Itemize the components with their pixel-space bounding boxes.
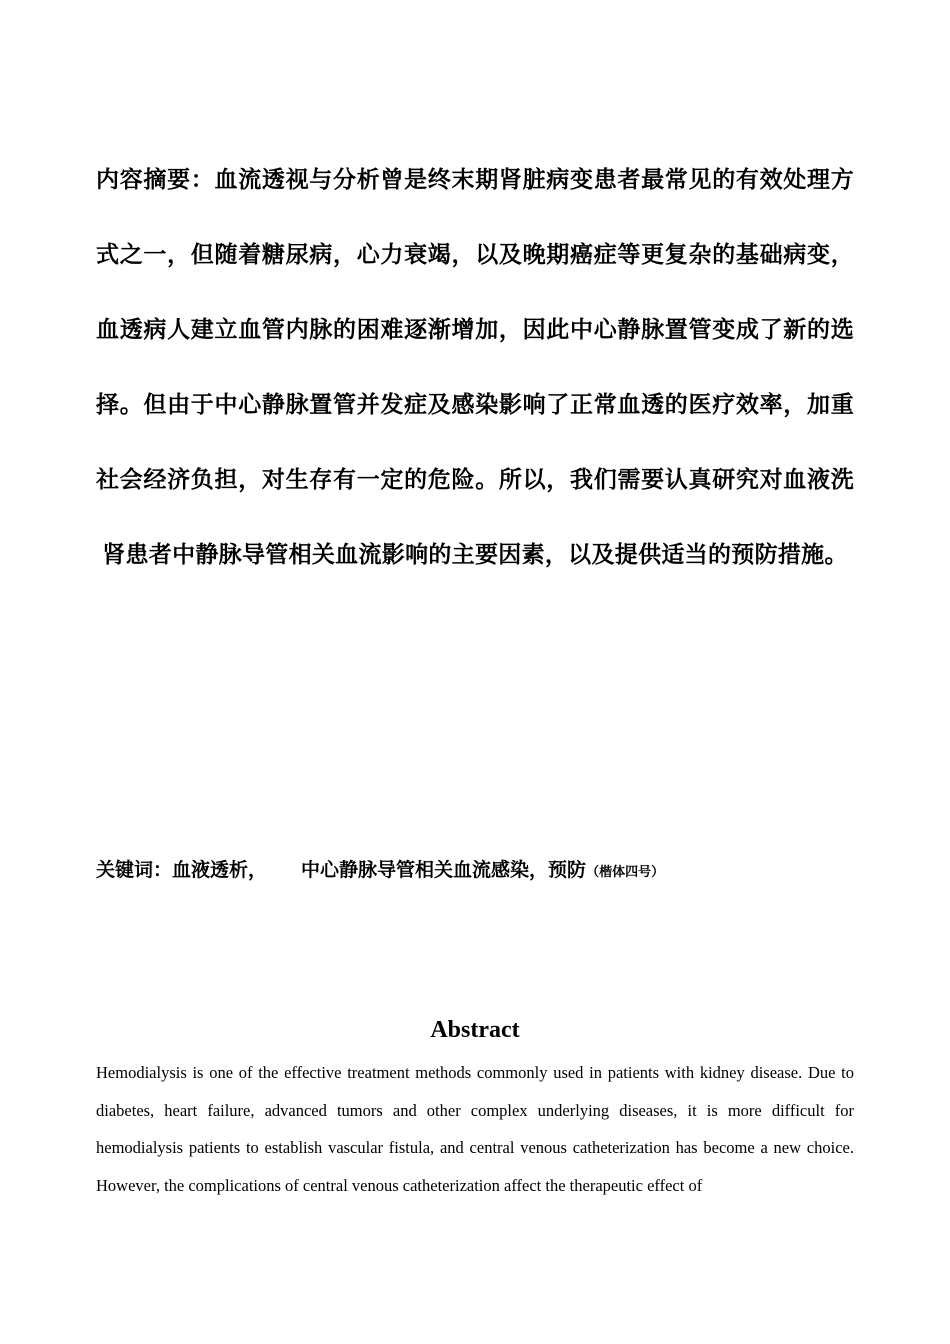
keyword-catheter-infection: 中心静脉导管相关血流感染， — [301, 859, 549, 881]
english-abstract-body: Hemodialysis is one of the effective treatment methods commonly used in patients with kidney disease. Due to diabetes, heart failure, advanced tumors and other complex underlying diseases, it is more difficult for hemodialysis patients to establish vascular fistula, and central venous catheterization has become a new choice. However, the complications of central venous catheterization affect the therapeutic effect of — [96, 1063, 854, 1195]
keywords-line — [96, 853, 856, 890]
english-abstract-title: Abstract — [430, 1017, 520, 1043]
keyword-prevention: 预防 — [548, 859, 587, 881]
keyword-hemodialysis: 血液透析， — [172, 859, 268, 881]
chinese-abstract-paragraph: 内容摘要：血流透视与分析曾是终末期肾脏病变患者最常见的有效处理方式之一，但随着糖尿病，心力衰竭，以及晚期癌症等更复杂的基础病变，血透病人建立血管内脉的困难逐渐增加，因此中心静脉置管变成了新的选择。但由于中心静脉置管并发症及感染影响了正常血透的医疗效率，加重社会经济负担，对生存有一定的危险。所以，我们需要认真研究对血液洗肾患者中静脉导管相关血流影响的主要因素，以及提供适当的预防措施。 — [96, 167, 854, 568]
keywords-label: 关键词： — [96, 859, 173, 881]
font-format-note: （楷体四号） — [586, 865, 665, 880]
